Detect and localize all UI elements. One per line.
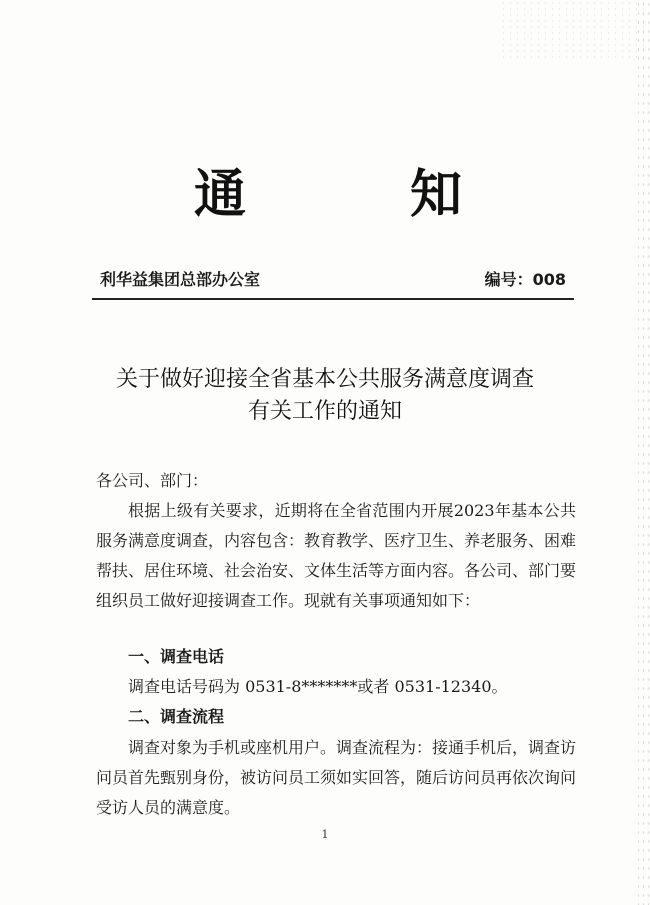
title-char-2: 知 (410, 164, 463, 225)
intro-paragraph: 根据上级有关要求，近期将在全省范围内开展2023年基本公共服务满意度调查，内容包含：教育教学、医疗卫生、养老服务、困难帮扶、居住环境、社会治安、文体生活等方面内容。各公司、部门要组织员工做好迎接调查工作。现就有关事项通知如下： (96, 501, 577, 610)
salutation: 各公司、部门： (96, 471, 209, 490)
scan-noise-right (636, 0, 650, 905)
document-type-title (0, 160, 650, 230)
page-number: 1 (321, 828, 329, 841)
title-char-1: 通 (194, 164, 247, 225)
subject-line-1: 关于做好迎接全省基本公共服务满意度调查 (115, 367, 534, 392)
document-number: 编号：008 (484, 270, 566, 289)
subject-line-2: 有关工作的通知 (247, 399, 402, 424)
survey-phone-text: 调查电话号码为 0531-8*******或者 0531-12340。 (128, 677, 508, 696)
issuing-office: 利华益集团总部办公室 (100, 270, 261, 289)
header-divider (92, 298, 574, 300)
scan-noise-top (500, 0, 650, 60)
issuer-row (100, 266, 566, 294)
section-heading-survey-process: 二、调查流程 (128, 707, 225, 726)
notice-subject (60, 364, 590, 428)
survey-process-paragraph: 调查对象为手机或座机用户。调查流程为：接通手机后，调查访问员首先甄别身份，被访问员工须如实回答，随后访问员再依次询问受访人员的满意度。 (96, 738, 577, 817)
section-heading-survey-phone: 一、调查电话 (128, 647, 225, 666)
